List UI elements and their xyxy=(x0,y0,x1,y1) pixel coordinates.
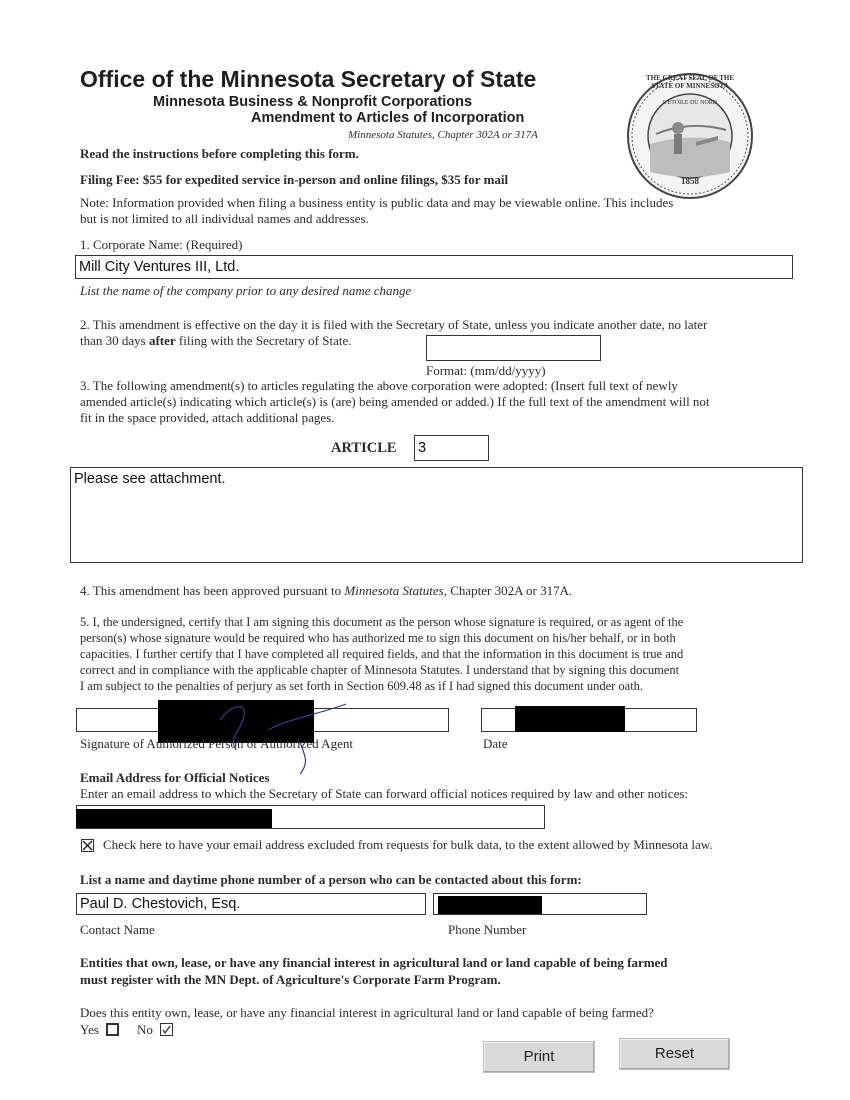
effective-date-text-line2 xyxy=(80,333,351,349)
seal-motto: L'ETOILE DU NORD xyxy=(662,100,718,106)
amendment-text-line3: fit in the space provided, attach additional pages. xyxy=(80,410,335,425)
signature-stroke-icon xyxy=(150,690,390,780)
form-title: Office of the Minnesota Secretary of State xyxy=(80,66,537,92)
filing-fee: Filing Fee: $55 for expedited service in-person and online filings, $35 for mail xyxy=(80,172,509,187)
checkmark-x-icon xyxy=(82,840,93,851)
redacted-date xyxy=(515,706,625,732)
amendment-text-line2: amended article(s) indicating which article(s) is (are) being amended or added.) If the full text of the amendment will not xyxy=(80,394,710,409)
amendment-text-field[interactable] xyxy=(70,467,803,563)
article-number-field[interactable] xyxy=(414,435,489,461)
form-subtitle: Minnesota Business & Nonprofit Corporations xyxy=(153,94,473,110)
statutes-reference: Minnesota Statutes, Chapter 302A or 317A xyxy=(348,129,538,141)
farm-no-label: No xyxy=(137,1022,153,1037)
date-format-hint: Format: (mm/dd/yyyy) xyxy=(426,363,546,378)
farm-yes-checkbox[interactable] xyxy=(106,1023,119,1036)
approval-statement-pre: 4. This amendment has been approved pursuant to xyxy=(80,583,345,598)
effective-date-field[interactable] xyxy=(426,335,601,361)
email-heading: Email Address for Official Notices xyxy=(80,770,270,785)
redacted-email xyxy=(76,809,272,828)
farm-question: Does this entity own, lease, or have any financial interest in agricultural land or land capable of being farmed? xyxy=(80,1005,654,1020)
seal-ring-text: THE GREAT SEAL OF THE STATE OF MINNESOTA xyxy=(645,74,735,90)
effective-date-text-pre: than 30 days xyxy=(80,333,149,348)
effective-date-text-post: filing with the Secretary of State. xyxy=(175,333,352,348)
corporate-name-label: 1. Corporate Name: (Required) xyxy=(80,237,243,252)
public-data-note-line2: but is not limited to all individual names and addresses. xyxy=(80,211,369,226)
effective-date-text-bold: after xyxy=(148,333,176,348)
signature-label: Signature of Authorized Person or Authorized Agent xyxy=(80,736,353,751)
date-label: Date xyxy=(483,736,508,751)
contact-heading: List a name and daytime phone number of a person who can be contacted about this form: xyxy=(80,872,582,887)
amendment-text-line1: 3. The following amendment(s) to articles regulating the above corporation were adopted: (Insert full text of newly xyxy=(80,378,678,393)
bulk-data-exclusion-label: Check here to have your email address excluded from requests for bulk data, to the extent allowed by Minnesota law. xyxy=(103,837,713,852)
farm-no-checkbox[interactable] xyxy=(160,1023,173,1036)
farm-notice-line2: must register with the MN Dept. of Agriculture's Corporate Farm Program. xyxy=(80,972,501,987)
amendment-text-value: Please see attachment. xyxy=(74,471,226,487)
effective-date-text-line1: 2. This amendment is effective on the day it is filed with the Secretary of State, unless you indicate another date, no later xyxy=(80,317,708,332)
approval-statement-statutes: Minnesota Statutes, xyxy=(344,583,447,598)
article-number-value: 3 xyxy=(418,440,427,456)
contact-name-value: Paul D. Chestovich, Esq. xyxy=(80,896,241,912)
instructions-notice: Read the instructions before completing this form. xyxy=(80,146,359,161)
public-data-note-line1: Note: Information provided when filing a business entity is public data and may be viewable online. This includes xyxy=(80,195,674,210)
contact-name-label: Contact Name xyxy=(80,922,155,937)
seal-year: 1858 xyxy=(681,176,699,186)
certification-line3: capacities. I further certify that I have completed all required fields, and that the information in this document is true and xyxy=(80,647,684,661)
form-name: Amendment to Articles of Incorporation xyxy=(251,110,525,126)
approval-statement xyxy=(80,583,572,599)
certification-line4: correct and in compliance with the applicable chapter of Minnesota Statutes. I understand that by signing this document xyxy=(80,663,680,677)
article-label: ARTICLE xyxy=(331,440,397,456)
email-instruction: Enter an email address to which the Secretary of State can forward official notices required by law and other notices: xyxy=(80,786,689,801)
corporate-name-field[interactable] xyxy=(75,255,793,279)
reset-button[interactable]: Reset xyxy=(619,1038,730,1070)
redacted-phone xyxy=(438,896,542,914)
bulk-data-exclusion-checkbox[interactable] xyxy=(81,839,94,852)
state-seal-icon xyxy=(626,72,754,200)
farm-notice-line1: Entities that own, lease, or have any financial interest in agricultural land or land capable of being farmed xyxy=(80,955,668,970)
certification-line2: person(s) whose signature would be required who has authorized me to sign this document on his/her behalf, or in both xyxy=(80,631,676,645)
checkmark-icon xyxy=(161,1024,172,1035)
corporate-name-hint: List the name of the company prior to any desired name change xyxy=(80,283,412,298)
contact-name-field[interactable] xyxy=(76,893,426,915)
corporate-name-value: Mill City Ventures III, Ltd. xyxy=(79,259,240,275)
approval-statement-post: Chapter 302A or 317A. xyxy=(446,583,573,598)
certification-line1: 5. I, the undersigned, certify that I am signing this document as the person whose signature is required, or as agent of the xyxy=(80,615,684,629)
contact-phone-label: Phone Number xyxy=(448,922,527,937)
print-button[interactable]: Print xyxy=(483,1041,595,1073)
farm-yes-label: Yes xyxy=(80,1022,99,1037)
certification-line5: I am subject to the penalties of perjury as set forth in Section 609.48 as if I had signed this document under oath. xyxy=(80,679,644,693)
